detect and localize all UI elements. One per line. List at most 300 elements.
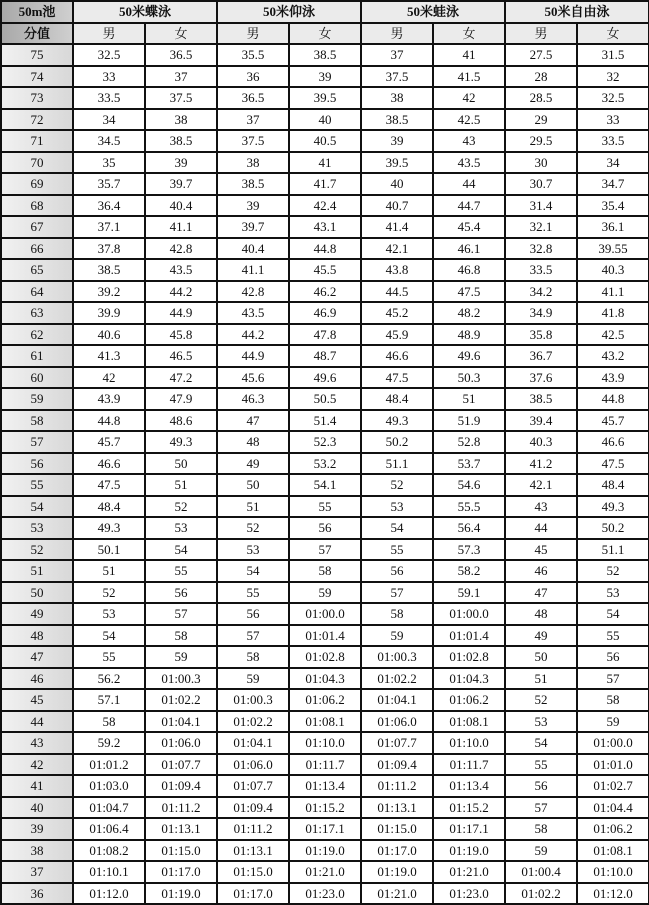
time-cell: 36.1 — [577, 216, 649, 238]
time-cell: 56 — [145, 582, 217, 604]
time-cell: 43.9 — [577, 367, 649, 389]
table-row — [1, 775, 649, 797]
time-cell: 40.3 — [505, 431, 577, 453]
time-cell: 01:10.1 — [73, 861, 145, 883]
time-cell: 01:00.0 — [289, 603, 361, 625]
gender-male-header: 男 — [361, 23, 433, 45]
time-cell: 43 — [433, 130, 505, 152]
time-cell: 01:11.2 — [361, 775, 433, 797]
time-cell: 01:17.0 — [361, 840, 433, 862]
time-cell: 37.1 — [73, 216, 145, 238]
time-cell: 01:04.4 — [577, 797, 649, 819]
time-cell: 54 — [577, 603, 649, 625]
time-cell: 01:04.3 — [433, 668, 505, 690]
time-cell: 42.1 — [361, 238, 433, 260]
time-cell: 43.5 — [217, 302, 289, 324]
time-cell: 39.7 — [145, 173, 217, 195]
time-cell: 40.4 — [145, 195, 217, 217]
time-cell: 01:07.7 — [217, 775, 289, 797]
time-cell: 36 — [217, 66, 289, 88]
gender-female-header: 女 — [577, 23, 649, 45]
time-cell: 56 — [217, 603, 289, 625]
time-cell: 43 — [505, 496, 577, 518]
time-cell: 01:10.0 — [433, 732, 505, 754]
time-cell: 46.6 — [73, 453, 145, 475]
time-cell: 47.2 — [145, 367, 217, 389]
time-cell: 54 — [361, 517, 433, 539]
time-cell: 53 — [361, 496, 433, 518]
score-value: 45 — [1, 689, 73, 711]
time-cell: 46.2 — [289, 281, 361, 303]
time-cell: 55 — [217, 582, 289, 604]
time-cell: 51.1 — [577, 539, 649, 561]
pool-label: 50m池 — [1, 1, 73, 23]
time-cell: 37.8 — [73, 238, 145, 260]
time-cell: 55 — [505, 754, 577, 776]
time-cell: 38.5 — [289, 44, 361, 66]
time-cell: 01:13.1 — [217, 840, 289, 862]
table-row — [1, 367, 649, 389]
time-cell: 01:13.4 — [433, 775, 505, 797]
table-row — [1, 711, 649, 733]
time-cell: 50.1 — [73, 539, 145, 561]
time-cell: 37 — [361, 44, 433, 66]
time-cell: 42.5 — [433, 109, 505, 131]
time-cell: 38.5 — [505, 388, 577, 410]
event-freestyle-header: 50米自由泳 — [505, 1, 649, 23]
time-cell: 34.7 — [577, 173, 649, 195]
table-row — [1, 44, 649, 66]
time-cell: 42.1 — [505, 474, 577, 496]
time-cell: 39.7 — [217, 216, 289, 238]
time-cell: 28 — [505, 66, 577, 88]
time-cell: 40.5 — [289, 130, 361, 152]
time-cell: 47.5 — [361, 367, 433, 389]
time-cell: 37 — [217, 109, 289, 131]
time-cell: 01:09.4 — [361, 754, 433, 776]
score-value: 44 — [1, 711, 73, 733]
time-cell: 45 — [505, 539, 577, 561]
time-cell: 59.2 — [73, 732, 145, 754]
time-cell: 50 — [145, 453, 217, 475]
time-cell: 41.1 — [577, 281, 649, 303]
time-cell: 36.5 — [217, 87, 289, 109]
time-cell: 49.6 — [289, 367, 361, 389]
time-cell: 45.7 — [577, 410, 649, 432]
gender-male-header: 男 — [73, 23, 145, 45]
table-row — [1, 238, 649, 260]
time-cell: 01:06.2 — [433, 689, 505, 711]
time-cell: 57.1 — [73, 689, 145, 711]
table-row — [1, 861, 649, 883]
gender-female-header: 女 — [289, 23, 361, 45]
time-cell: 42.8 — [217, 281, 289, 303]
score-value: 73 — [1, 87, 73, 109]
time-cell: 01:11.2 — [145, 797, 217, 819]
time-cell: 50.2 — [577, 517, 649, 539]
time-cell: 01:11.7 — [289, 754, 361, 776]
time-cell: 57 — [361, 582, 433, 604]
time-cell: 53 — [73, 603, 145, 625]
time-cell: 44 — [505, 517, 577, 539]
score-value: 66 — [1, 238, 73, 260]
time-cell: 55 — [577, 625, 649, 647]
time-cell: 52 — [145, 496, 217, 518]
time-cell: 01:06.4 — [73, 818, 145, 840]
time-cell: 54 — [505, 732, 577, 754]
time-cell: 01:02.7 — [577, 775, 649, 797]
time-cell: 01:13.1 — [361, 797, 433, 819]
score-value: 69 — [1, 173, 73, 195]
time-cell: 35.5 — [217, 44, 289, 66]
table-row — [1, 388, 649, 410]
time-cell: 01:12.0 — [73, 883, 145, 905]
time-cell: 01:02.8 — [289, 646, 361, 668]
time-cell: 58 — [145, 625, 217, 647]
time-cell: 37.5 — [145, 87, 217, 109]
table-row — [1, 109, 649, 131]
gender-female-header: 女 — [433, 23, 505, 45]
time-cell: 53 — [145, 517, 217, 539]
time-cell: 38.5 — [217, 173, 289, 195]
table-row — [1, 259, 649, 281]
time-cell: 01:17.1 — [289, 818, 361, 840]
time-cell: 55 — [145, 560, 217, 582]
score-value: 40 — [1, 797, 73, 819]
time-cell: 48.9 — [433, 324, 505, 346]
table-row — [1, 195, 649, 217]
score-value: 47 — [1, 646, 73, 668]
time-cell: 45.9 — [361, 324, 433, 346]
time-cell: 45.5 — [289, 259, 361, 281]
score-column-header: 分值 — [1, 23, 73, 45]
time-cell: 01:15.0 — [145, 840, 217, 862]
time-cell: 49.3 — [577, 496, 649, 518]
time-cell: 44.8 — [289, 238, 361, 260]
time-cell: 01:11.2 — [217, 818, 289, 840]
time-cell: 54 — [73, 625, 145, 647]
time-cell: 59 — [217, 668, 289, 690]
gender-male-header: 男 — [217, 23, 289, 45]
table-row — [1, 883, 649, 905]
time-cell: 54.6 — [433, 474, 505, 496]
time-cell: 44 — [433, 173, 505, 195]
time-cell: 40.4 — [217, 238, 289, 260]
time-cell: 51 — [145, 474, 217, 496]
time-cell: 34.5 — [73, 130, 145, 152]
time-cell: 59 — [145, 646, 217, 668]
time-cell: 43.5 — [433, 152, 505, 174]
time-cell: 41 — [433, 44, 505, 66]
time-cell: 45.8 — [145, 324, 217, 346]
time-cell: 38.5 — [361, 109, 433, 131]
time-cell: 35.4 — [577, 195, 649, 217]
time-cell: 52 — [217, 517, 289, 539]
time-cell: 41.2 — [505, 453, 577, 475]
time-cell: 33 — [73, 66, 145, 88]
time-cell: 45.6 — [217, 367, 289, 389]
time-cell: 33.5 — [505, 259, 577, 281]
score-value: 59 — [1, 388, 73, 410]
time-cell: 46 — [505, 560, 577, 582]
time-cell: 01:08.1 — [433, 711, 505, 733]
score-table-body — [1, 44, 649, 904]
time-cell: 33.5 — [577, 130, 649, 152]
time-cell: 27.5 — [505, 44, 577, 66]
time-cell: 58 — [577, 689, 649, 711]
time-cell: 57 — [145, 603, 217, 625]
time-cell: 52.8 — [433, 431, 505, 453]
time-cell: 48.4 — [577, 474, 649, 496]
time-cell: 50.5 — [289, 388, 361, 410]
time-cell: 01:19.0 — [361, 861, 433, 883]
table-row — [1, 87, 649, 109]
table-row — [1, 582, 649, 604]
time-cell: 51.4 — [289, 410, 361, 432]
time-cell: 01:15.2 — [433, 797, 505, 819]
time-cell: 56 — [289, 517, 361, 539]
time-cell: 37.5 — [217, 130, 289, 152]
time-cell: 46.8 — [433, 259, 505, 281]
time-cell: 37.6 — [505, 367, 577, 389]
time-cell: 01:23.0 — [289, 883, 361, 905]
time-cell: 01:00.0 — [577, 732, 649, 754]
time-cell: 33.5 — [73, 87, 145, 109]
table-row — [1, 130, 649, 152]
time-cell: 51.9 — [433, 410, 505, 432]
time-cell: 01:04.3 — [289, 668, 361, 690]
time-cell: 01:21.0 — [289, 861, 361, 883]
time-cell: 42.4 — [289, 195, 361, 217]
time-cell: 40 — [289, 109, 361, 131]
time-cell: 01:00.0 — [433, 603, 505, 625]
gender-female-header: 女 — [145, 23, 217, 45]
score-value: 36 — [1, 883, 73, 905]
time-cell: 28.5 — [505, 87, 577, 109]
time-cell: 48 — [505, 603, 577, 625]
time-cell: 01:11.7 — [433, 754, 505, 776]
time-cell: 57.3 — [433, 539, 505, 561]
event-header-row — [1, 1, 649, 23]
event-backstroke-header: 50米仰泳 — [217, 1, 361, 23]
time-cell: 55.5 — [433, 496, 505, 518]
table-row — [1, 302, 649, 324]
score-value: 62 — [1, 324, 73, 346]
time-cell: 50.2 — [361, 431, 433, 453]
score-value: 49 — [1, 603, 73, 625]
score-value: 64 — [1, 281, 73, 303]
time-cell: 46.6 — [361, 345, 433, 367]
table-row — [1, 539, 649, 561]
time-cell: 51.1 — [361, 453, 433, 475]
time-cell: 34 — [73, 109, 145, 131]
time-cell: 40.6 — [73, 324, 145, 346]
table-row — [1, 173, 649, 195]
time-cell: 01:10.0 — [577, 861, 649, 883]
table-row — [1, 345, 649, 367]
time-cell: 49.3 — [73, 517, 145, 539]
time-cell: 55 — [289, 496, 361, 518]
score-value: 72 — [1, 109, 73, 131]
time-cell: 39 — [289, 66, 361, 88]
gender-header-row — [1, 23, 649, 45]
score-value: 71 — [1, 130, 73, 152]
time-cell: 57 — [577, 668, 649, 690]
time-cell: 56.2 — [73, 668, 145, 690]
table-row — [1, 689, 649, 711]
time-cell: 01:02.2 — [145, 689, 217, 711]
time-cell: 53 — [577, 582, 649, 604]
score-value: 61 — [1, 345, 73, 367]
time-cell: 40 — [361, 173, 433, 195]
time-cell: 01:00.3 — [361, 646, 433, 668]
time-cell: 01:19.0 — [433, 840, 505, 862]
time-cell: 52 — [505, 689, 577, 711]
score-value: 67 — [1, 216, 73, 238]
gender-male-header: 男 — [505, 23, 577, 45]
time-cell: 36.4 — [73, 195, 145, 217]
time-cell: 01:00.3 — [217, 689, 289, 711]
time-cell: 46.9 — [289, 302, 361, 324]
time-cell: 59 — [361, 625, 433, 647]
time-cell: 44.2 — [145, 281, 217, 303]
time-cell: 01:10.0 — [289, 732, 361, 754]
time-cell: 51 — [73, 560, 145, 582]
score-value: 52 — [1, 539, 73, 561]
table-row — [1, 410, 649, 432]
time-cell: 49.3 — [145, 431, 217, 453]
time-cell: 41 — [289, 152, 361, 174]
time-cell: 52.3 — [289, 431, 361, 453]
score-value: 42 — [1, 754, 73, 776]
time-cell: 01:04.1 — [145, 711, 217, 733]
time-cell: 01:08.1 — [577, 840, 649, 862]
time-cell: 39.5 — [361, 152, 433, 174]
time-cell: 34.2 — [505, 281, 577, 303]
time-cell: 01:06.0 — [361, 711, 433, 733]
time-cell: 38 — [217, 152, 289, 174]
score-value: 74 — [1, 66, 73, 88]
time-cell: 01:06.0 — [217, 754, 289, 776]
time-cell: 01:13.4 — [289, 775, 361, 797]
time-cell: 30.7 — [505, 173, 577, 195]
time-cell: 52 — [577, 560, 649, 582]
time-cell: 30 — [505, 152, 577, 174]
time-cell: 53 — [505, 711, 577, 733]
score-value: 60 — [1, 367, 73, 389]
time-cell: 48.6 — [145, 410, 217, 432]
table-row — [1, 603, 649, 625]
time-cell: 44.8 — [577, 388, 649, 410]
time-cell: 47 — [217, 410, 289, 432]
time-cell: 01:03.0 — [73, 775, 145, 797]
time-cell: 57 — [505, 797, 577, 819]
time-cell: 49.6 — [433, 345, 505, 367]
time-cell: 29.5 — [505, 130, 577, 152]
table-row — [1, 66, 649, 88]
time-cell: 37.5 — [361, 66, 433, 88]
time-cell: 40.3 — [577, 259, 649, 281]
time-cell: 53.2 — [289, 453, 361, 475]
time-cell: 01:00.4 — [505, 861, 577, 883]
time-cell: 01:15.0 — [361, 818, 433, 840]
time-cell: 58 — [505, 818, 577, 840]
time-cell: 01:09.4 — [217, 797, 289, 819]
score-value: 58 — [1, 410, 73, 432]
time-cell: 33 — [577, 109, 649, 131]
time-cell: 01:15.0 — [217, 861, 289, 883]
score-value: 48 — [1, 625, 73, 647]
time-cell: 44.9 — [145, 302, 217, 324]
time-cell: 59.1 — [433, 582, 505, 604]
time-cell: 39.5 — [289, 87, 361, 109]
time-cell: 40.7 — [361, 195, 433, 217]
time-cell: 41.4 — [361, 216, 433, 238]
time-cell: 01:06.2 — [289, 689, 361, 711]
time-cell: 58 — [289, 560, 361, 582]
time-cell: 55 — [361, 539, 433, 561]
time-cell: 44.9 — [217, 345, 289, 367]
time-cell: 43.9 — [73, 388, 145, 410]
table-row — [1, 668, 649, 690]
time-cell: 44.5 — [361, 281, 433, 303]
time-cell: 59 — [289, 582, 361, 604]
time-cell: 49 — [217, 453, 289, 475]
time-cell: 45.7 — [73, 431, 145, 453]
time-cell: 01:02.2 — [505, 883, 577, 905]
time-cell: 50.3 — [433, 367, 505, 389]
time-cell: 43.8 — [361, 259, 433, 281]
time-cell: 01:15.2 — [289, 797, 361, 819]
score-value: 57 — [1, 431, 73, 453]
time-cell: 36.7 — [505, 345, 577, 367]
score-value: 46 — [1, 668, 73, 690]
time-cell: 01:04.1 — [361, 689, 433, 711]
time-cell: 34.9 — [505, 302, 577, 324]
time-cell: 01:01.0 — [577, 754, 649, 776]
time-cell: 49 — [505, 625, 577, 647]
score-value: 55 — [1, 474, 73, 496]
time-cell: 47.5 — [73, 474, 145, 496]
time-cell: 01:13.1 — [145, 818, 217, 840]
time-cell: 45.2 — [361, 302, 433, 324]
time-cell: 49.3 — [361, 410, 433, 432]
table-row — [1, 216, 649, 238]
time-cell: 41.7 — [289, 173, 361, 195]
time-cell: 39.9 — [73, 302, 145, 324]
time-cell: 41.3 — [73, 345, 145, 367]
time-cell: 34 — [577, 152, 649, 174]
time-cell: 39 — [361, 130, 433, 152]
table-row — [1, 324, 649, 346]
time-cell: 01:09.4 — [145, 775, 217, 797]
score-value: 53 — [1, 517, 73, 539]
time-cell: 35.8 — [505, 324, 577, 346]
time-cell: 36.5 — [145, 44, 217, 66]
time-cell: 51 — [217, 496, 289, 518]
time-cell: 54.1 — [289, 474, 361, 496]
time-cell: 42.8 — [145, 238, 217, 260]
time-cell: 52 — [361, 474, 433, 496]
time-cell: 31.4 — [505, 195, 577, 217]
table-row — [1, 517, 649, 539]
score-value: 65 — [1, 259, 73, 281]
time-cell: 01:08.1 — [289, 711, 361, 733]
time-cell: 48.4 — [73, 496, 145, 518]
time-cell: 01:17.0 — [217, 883, 289, 905]
time-cell: 01:23.0 — [433, 883, 505, 905]
time-cell: 38 — [361, 87, 433, 109]
